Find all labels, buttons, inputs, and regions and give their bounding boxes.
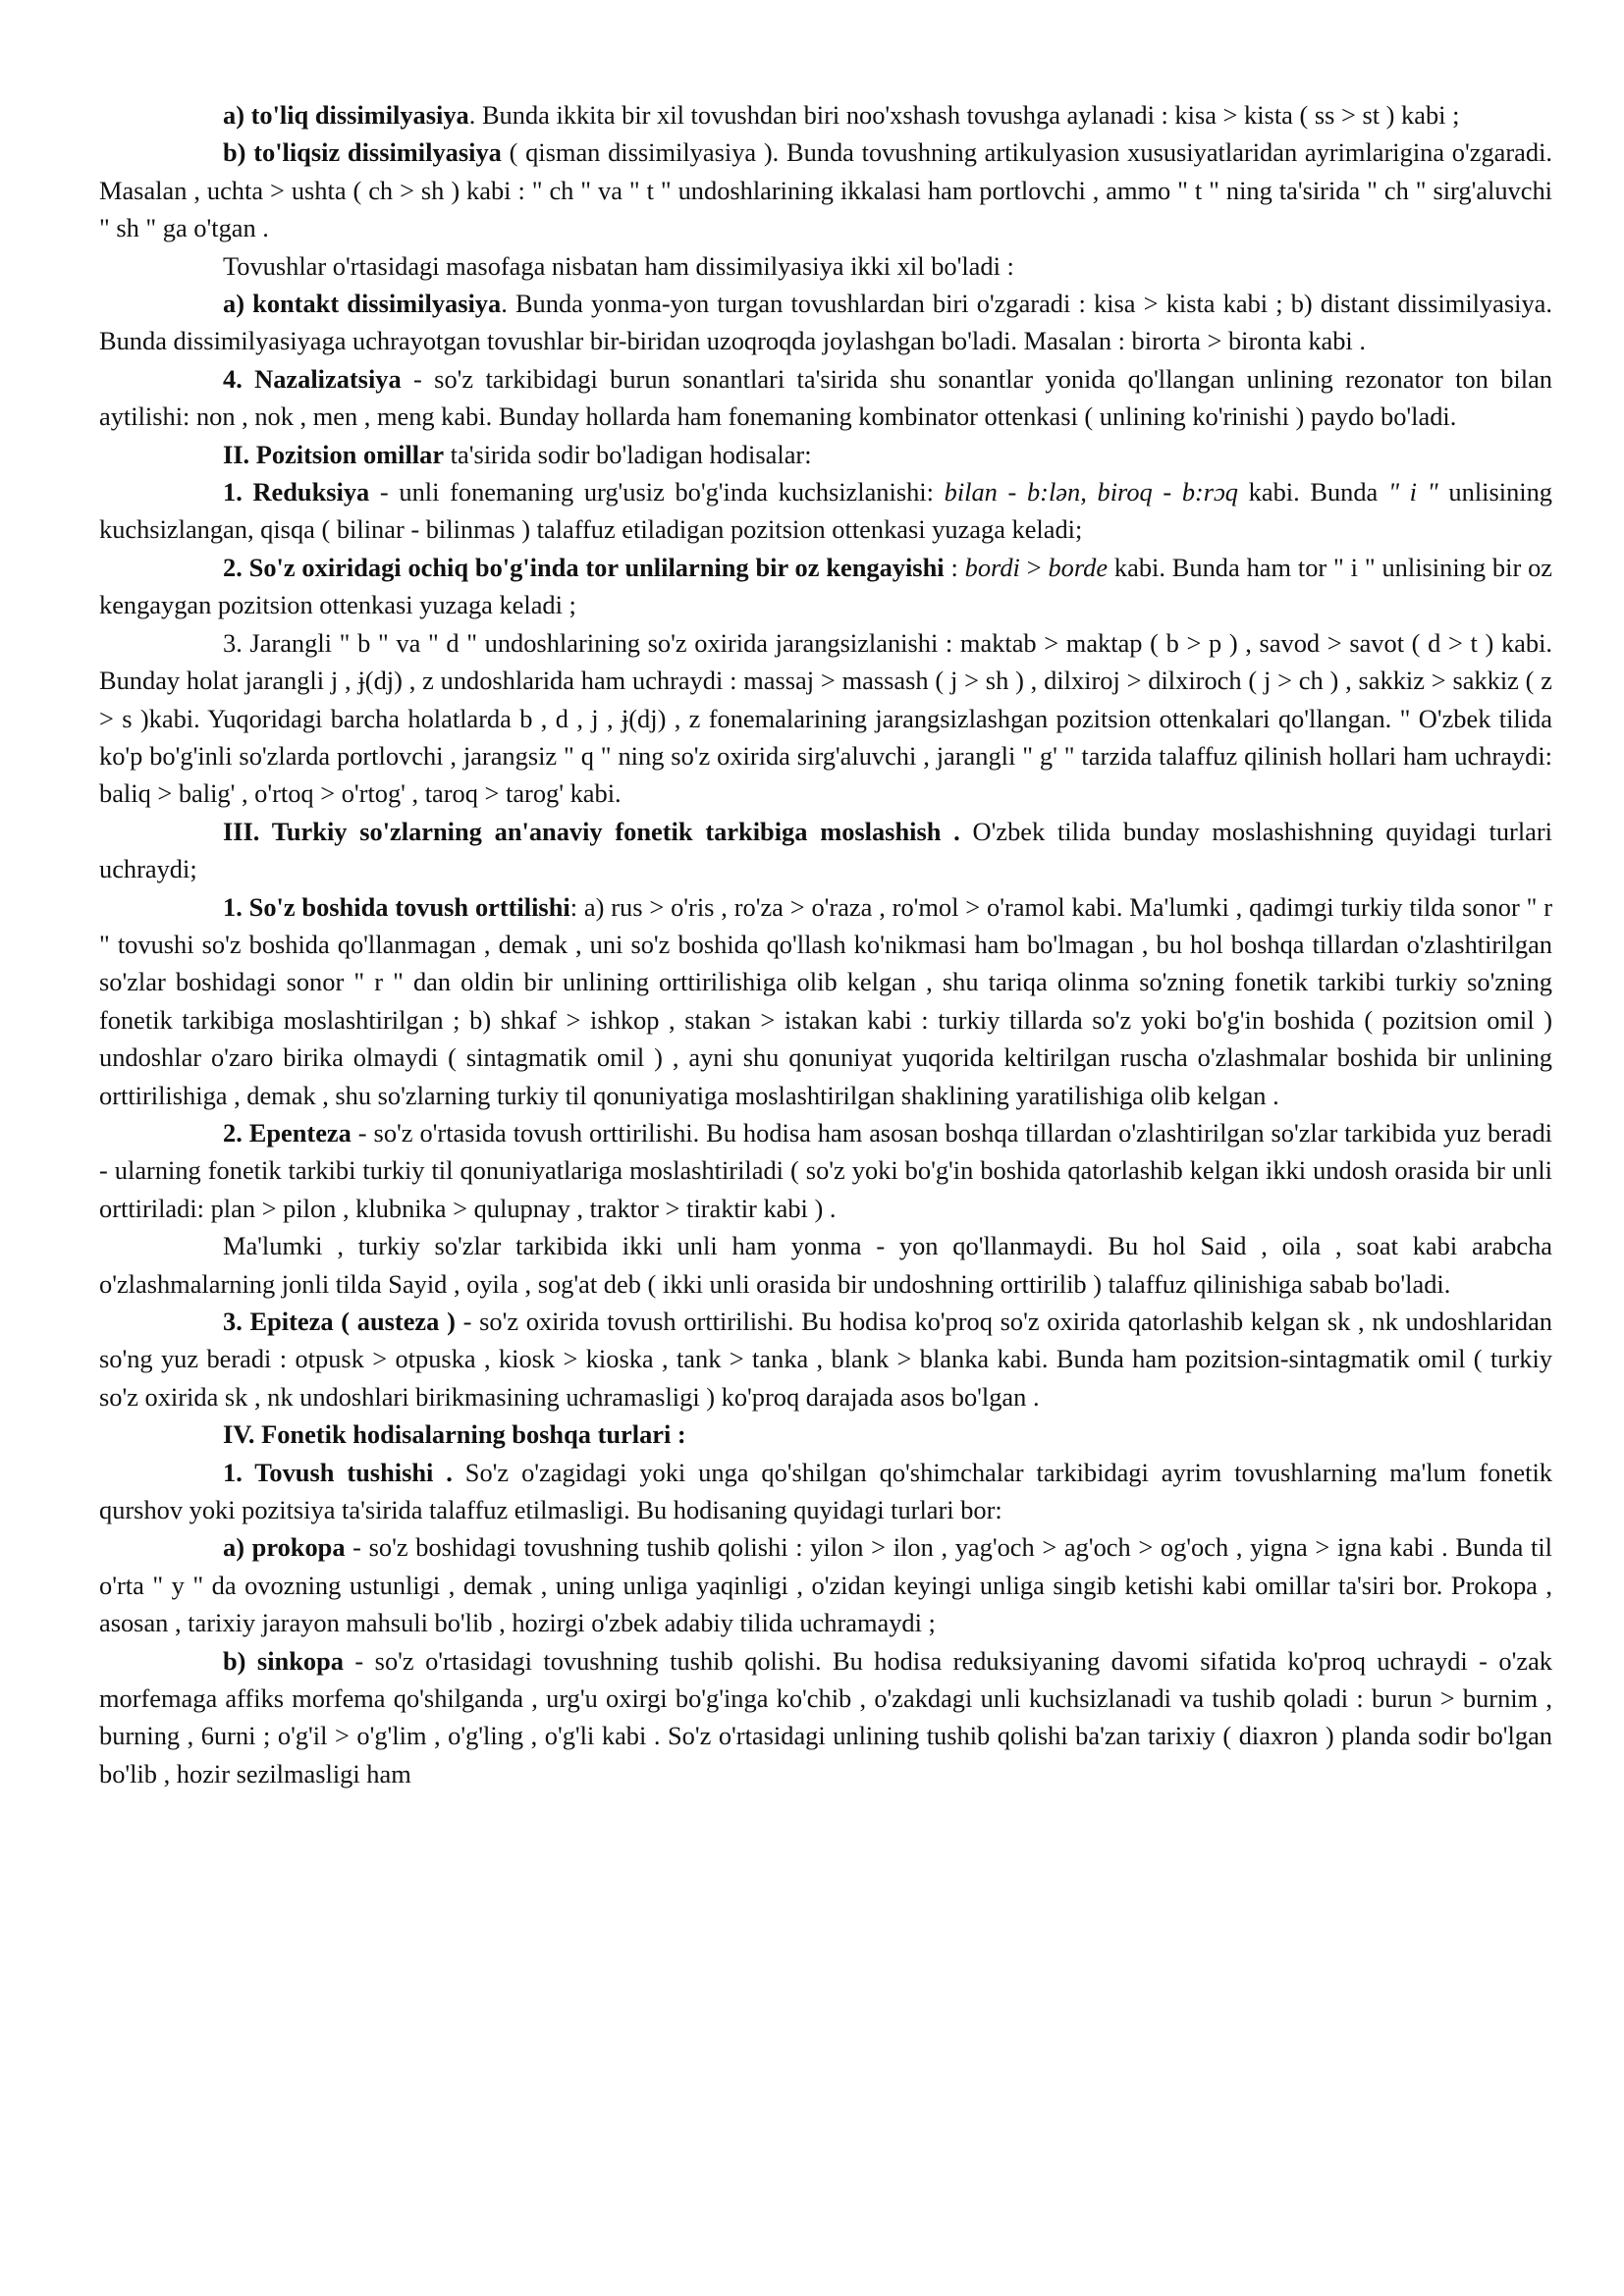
paragraph-heading: II. Pozitsion omillar (223, 439, 445, 469)
paragraph-text: - so'z o'rtasidagi tovushning tushib qolishi. Bu hodisa reduksiyaning davomi sifatida ko'proq uchraydi - o'zak morfemaga affiks morfema qo'shilganda , urg'u oxirgi bo'g'inga ko'chib , o'zakdagi unli kuchsizlanadi va tushib qoladi : burun > burnim , burning , 6urni ; o'g'il > o'g'lim , o'g'ling , o'g'li kabi . So'z o'rtasidagi unlining tushib qolishi ba'zan tarixiy ( diaxron ) planda sodir bo'lgan bo'lib , hozir sezilmasligi ham (99, 1645, 1553, 1789)
paragraph-text: : a) rus > o'ris , ro'za > o'raza , ro'mol > o'ramol kabi. Ma'lumki , qadimgi turkiy tilda sonor " r " tovushi so'z boshida qo'llanmagan , demak , uni so'z boshida qo'llash ko'nikmasi ham bo'lmagan , bu hol boshqa tillardan o'zlashtirilgan so'zlar boshidagi sonor " r " dan oldin bir unlining orttirilishiga olib kelgan , shu tariqa olinma so'zning fonetik tarkibi turkiy so'zning fonetik tarkibiga moslashtirilgan ; b) shkaf > ishkop , stakan > istakan kabi : turkiy tillarda so'z yoki bo'g'in boshida ( pozitsion omil ) undoshlar o'zaro birika olmaydi ( sintagmatik omil ) , ayni shu qonuniyat yuqorida keltirilgan ruscha o'zlashmalar boshida bir unlining orttirilishiga , demak , shu so'zlarning turkiy til qonuniyatiga moslashtirilgan shaklining yaratilishiga olib kelgan . (99, 891, 1552, 1110)
paragraph-heading: a) prokopa (223, 1532, 346, 1563)
paragraph-p08 (99, 549, 1552, 624)
paragraph-text: ( qisman dissimilyasiya ). Bunda tovushning artikulyasion xususiyatlaridan ayrimlarigina o'zgaradi. Masalan , uchta > ushta ( ch > sh ) kabi : " ch " va " t " undoshlarining ikkalasi ham portlovchi , ammo " t " ning ta'sirida " ch " sirg'aluvchi " sh " ga o'tgan . (99, 137, 1552, 243)
paragraph-p13 (99, 1227, 1552, 1303)
italic-example: " i " (1387, 477, 1438, 507)
paragraph-heading: 2. So'z oxiridagi ochiq bo'g'inda tor unlilarning bir oz kengayishi (223, 552, 945, 582)
paragraph-p09 (99, 624, 1552, 813)
paragraph-text: - so'z boshidagi tovushning tushib qolishi : yilon > ilon , yag'och > ag'och > og'och , yigna > igna kabi . Bunda til o'rta " y " da ovozning ustunligi , demak , uning unliga yaqinligi , o'zidan keyingi unliga singib ketishi kabi omillar ta'siri bor. Prokopa , asosan , tarixiy jarayon mahsuli bo'lib , hozirgi o'zbek adabiy tilida uchramaydi ; (99, 1532, 1552, 1638)
paragraph-heading: a) kontakt dissimilyasiya (223, 289, 502, 319)
paragraph-heading: b) sinkopa (223, 1645, 344, 1676)
paragraph-text: O'zbek tilida bunday moslashishning quyidagi turlari uchraydi; (99, 816, 1552, 884)
paragraph-heading: a) to'liq dissimilyasiya (223, 100, 469, 130)
paragraph-p02 (99, 133, 1552, 246)
paragraph-text: 3. Jarangli " b " va " d " undoshlarining so'z oxirida jarangsizlanishi : maktab > maktap ( b > p ) , savod > savot ( d > t ) kabi. Bunday holat jarangli j , ɉ(dj) , z undoshlarida ham uchraydi : massaj > massash ( j > sh ) , dilxiroj > dilxiroch ( j > ch ) , sakkiz > sakkiz ( z > s )kabi. Yuqoridagi barcha holatlarda b , d , j , ɉ(dj) , z fonemalarining jarangsizlashgan pozitsion ottenkalari qo'llangan. " O'zbek tilida ko'p bo'g'inli so'zlarda portlovchi , jarangsiz " q " ning so'z oxirida sirg'aluvchi , jarangli " g' " tarzida talaffuz qilinish hollari ham uchraydi: baliq > balig' , o'rtoq > o'rtog' , taroq > tarog' kabi. (99, 627, 1552, 809)
paragraph-text: - unli fonemaning urg'usiz bo'g'inda kuchsizlanishi: (369, 477, 945, 507)
italic-example: bilan - b:lǝn, (944, 477, 1087, 507)
paragraph-p18 (99, 1642, 1552, 1793)
paragraph-heading: b) to'liqsiz dissimilyasiya (223, 137, 502, 168)
paragraph-p11 (99, 888, 1552, 1114)
paragraph-heading: 3. Epiteza ( austeza ) (223, 1307, 456, 1336)
paragraph-text: . Bunda ikkita bir xil tovushdan biri noo'xshash tovushga aylanadi : kisa > kista ( ss > st ) kabi ; (468, 100, 1460, 130)
italic-example: bordi (964, 552, 1020, 582)
paragraph-p14 (99, 1303, 1552, 1415)
paragraph-text: unlisining kuchsizlangan, qisqa ( bilinar - bilinmas ) talaffuz etiladigan pozitsion ottenkasi yuzaga keladi; (99, 477, 1553, 545)
paragraph-p06 (99, 436, 1552, 473)
paragraph-text: Tovushlar o'rtasidagi masofaga nisbatan ham dissimilyasiya ikki xil bo'ladi : (223, 250, 1014, 281)
paragraph-p12 (99, 1114, 1552, 1227)
paragraph-p07 (99, 473, 1552, 549)
paragraph-text: So'z o'zagidagi yoki unga qo'shilgan qo'shimchalar tarkibidagi ayrim tovushlarning ma'lum fonetik qurshov yoki pozitsiya ta'sirida talaffuz etilmasligi. Bu hodisaning quyidagi turlari bor: (99, 1457, 1552, 1525)
paragraph-p01 (99, 96, 1552, 133)
paragraph-text (1087, 477, 1098, 507)
paragraph-p03 (99, 247, 1552, 285)
italic-example: biroq - b:rɔq (1097, 477, 1238, 507)
paragraph-text: - so'z oxirida tovush orttirilishi. Bu hodisa ko'proq so'z oxirida qatorlashib kelgan sk , nk undoshlaridan so'ng yuz beradi : otpusk > otpuska , kiosk > kioska , tank > tanka , blank > blanka kabi. Bunda ham pozitsion-sintagmatik omil ( turkiy so'z oxirida sk , nk undoshlari birikmasining uchramasligi ) ko'proq darajada asos bo'lgan . (99, 1307, 1552, 1412)
paragraph-text: . Bunda yonma-yon turgan tovushlardan biri o'zgaradi : kisa > kista kabi ; b) distant dissimilyasiya. Bunda dissimilyasiyaga uchrayotgan tovushlar bir-biridan uzoqroqda joylashgan bo'ladi. Masalan : birorta > bironta kabi . (99, 289, 1552, 356)
italic-example: borde (1048, 552, 1109, 582)
paragraph-text: Ma'lumki , turkiy so'zlar tarkibida ikki unli ham yonma - yon qo'llanmaydi. Bu hol Said , oila , soat kabi arabcha o'zlashmalarning jonli tilda Sayid , oyila , sog'at deb ( ikki unli orasida bir undoshning orttirilib ) talaffuz qilinishiga sabab bo'ladi. (99, 1231, 1552, 1299)
paragraph-heading: 4. Nazalizatsiya (223, 363, 402, 394)
paragraph-p10 (99, 813, 1552, 888)
paragraph-p04 (99, 285, 1552, 360)
paragraph-heading: IV. Fonetik hodisalarning boshqa turlari : (223, 1419, 686, 1450)
paragraph-heading: 2. Epenteza (223, 1117, 352, 1148)
paragraph-p15 (99, 1415, 1552, 1453)
document-body (99, 96, 1552, 1792)
paragraph-heading: 1. Tovush tushishi . (223, 1457, 453, 1487)
paragraph-heading: III. Turkiy so'zlarning an'anaviy fonetik tarkibiga moslashish . (223, 816, 960, 846)
paragraph-text: - so'z o'rtasida tovush orttirilishi. Bu hodisa ham asosan boshqa tillardan o'zlashtirilgan so'zlar tarkibida yuz beradi - ularning fonetik tarkibi turkiy til qonuniyatlariga moslashtiriladi ( so'z yoki bo'g'in boshida qatorlashib kelgan ikki undosh orasida bir unli orttiriladi: plan > pilon , klubnika > qulupnay , traktor > tiraktir kabi ) . (99, 1117, 1552, 1223)
paragraph-heading: 1. Reduksiya (223, 477, 370, 507)
paragraph-p16 (99, 1454, 1552, 1529)
paragraph-text: ta'sirida sodir bo'ladigan hodisalar: (444, 439, 812, 469)
paragraph-text: - so'z tarkibidagi burun sonantlari ta'sirida shu sonantlar yonida qo'llangan unlining rezonator ton bilan aytilishi: non , nok , men , meng kabi. Bunday hollarda ham fonemaning kombinator ottenkasi ( unlining ko'rinishi ) paydo bo'ladi. (99, 363, 1552, 432)
paragraph-text: : (944, 552, 965, 582)
paragraph-text: > (1019, 552, 1049, 582)
paragraph-text: kabi. Bunda (1238, 477, 1388, 507)
paragraph-p05 (99, 360, 1552, 436)
paragraph-heading: 1. So'z boshida tovush orttilishi (223, 891, 570, 922)
paragraph-text: kabi. Bunda ham tor " i " unlisining bir oz kengaygan pozitsion ottenkasi yuzaga keladi ; (99, 552, 1552, 620)
paragraph-p17 (99, 1528, 1552, 1641)
